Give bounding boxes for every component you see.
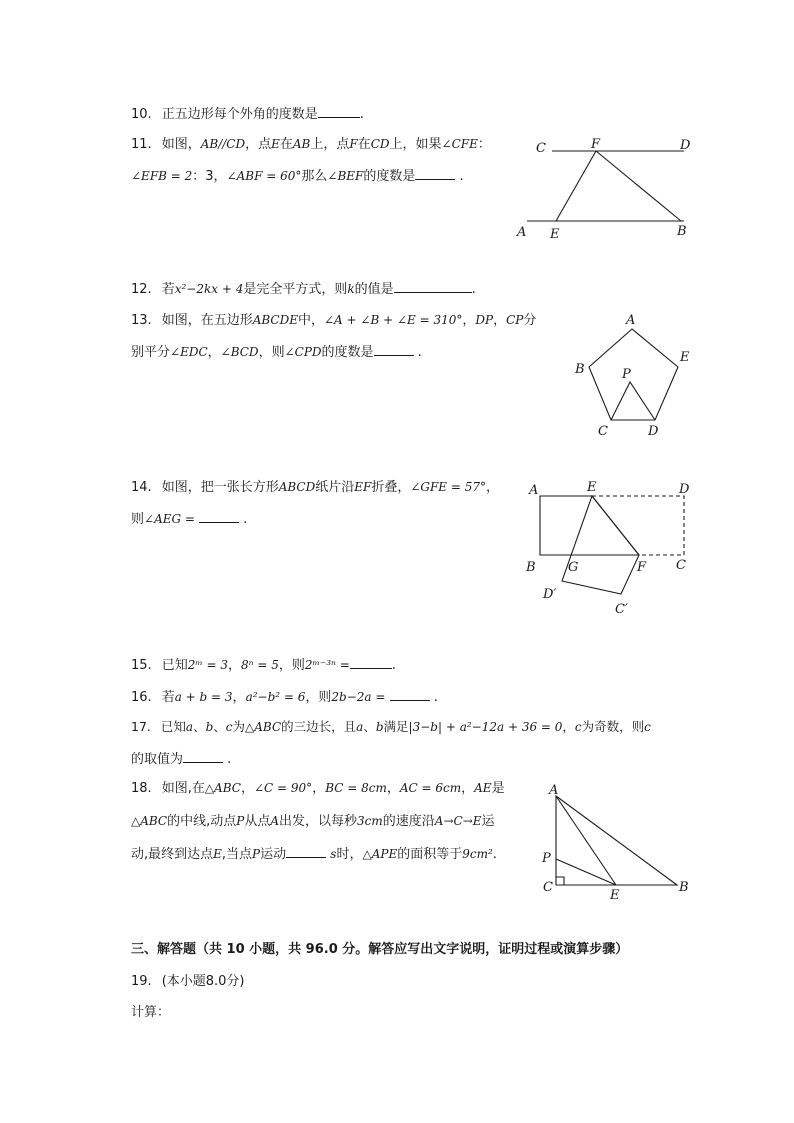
question-17-line-2: 的取值为 . [131,748,231,770]
label-A: A [626,313,636,328]
question-number: 19. [131,974,152,989]
question-14-line-1: 14. 如图，把一张长方形ABCD纸片沿EF折叠，∠GFE = 57°， [131,477,499,498]
question-19-calc: 计算： [131,1005,171,1020]
question-16: 16. 若a + b = 3，a²−b² = 6，则2b−2a = . [131,686,438,708]
question-number: 17. [131,719,151,734]
label-E: E [550,227,560,242]
question-13-line-1: 13. 如图，在五边形ABCDE中，∠A + ∠B + ∠E = 310°，DP，CP分 [131,310,536,331]
answer-blank[interactable] [374,341,414,356]
label-A: A [517,225,527,240]
question-number: 10. [131,107,152,122]
section-3-title: 三、解答题（共 10 小题，共 96.0 分。解答应写出文字说明，证明过程或演算步骤） [131,942,629,957]
question-points: (本小题8.0分) [161,974,245,989]
question-number: 16. [131,690,152,705]
question-number: 12. [131,282,152,297]
question-18-line-1: 18. 如图,在△ABC，∠C = 90°，BC = 8cm，AC = 6cm，AE是 [131,778,505,799]
label-G: G [568,560,579,575]
question-18-line-2: △ABC的中线,动点P从点A出发，以每秒3cm的速度沿A→C→E运 [131,814,495,829]
label-D: D [679,482,690,497]
label-B: B [526,560,536,575]
question-number: 18. [131,781,152,796]
answer-blank[interactable] [415,165,455,180]
question-number: 15. [131,658,152,673]
label-E: E [680,350,690,365]
label-C: C [536,141,546,156]
label-F: F [637,560,647,575]
label-E: E [587,480,597,495]
answer-blank[interactable] [183,748,223,763]
label-A: A [549,783,559,798]
label-C-prime: C′ [615,602,628,617]
question-number: 13. [131,313,152,328]
label-A: A [529,483,539,498]
question-number: 11. [131,137,152,152]
label-B: B [575,362,585,377]
label-B: B [679,880,689,895]
label-D: D [680,138,691,153]
question-19 [131,972,245,992]
question-13-line-2: 别平分∠EDC，∠BCD，则∠CPD的度数是 . [131,341,422,363]
question-number: 14. [131,480,152,495]
label-C: C [676,558,686,573]
answer-blank[interactable] [318,103,360,118]
label-D-prime: D′ [543,587,557,602]
question-18-line-3: 动,最终到达点E,当点P运动 s时，△APE的面积等于9cm². [131,843,497,865]
label-C: C [543,880,553,895]
label-P: P [622,367,631,382]
question-11-line-2: ∠EFB = 2：3，∠ABF = 60°那么∠BEF的度数是 . [131,165,464,187]
answer-blank[interactable] [199,508,239,523]
question-text: 正五边形每个外角的度数是 [161,107,318,122]
label-F: F [591,137,601,152]
label-B: B [677,224,687,239]
answer-blank[interactable] [390,686,430,701]
answer-blank[interactable] [286,843,326,858]
answer-blank[interactable] [394,278,472,293]
label-P: P [542,851,551,866]
question-15: 15. 已知2ᵐ = 3，8ⁿ = 5，则2ᵐ⁻³ⁿ = . [131,654,396,676]
answer-blank[interactable] [350,654,392,669]
label-C: C [598,424,608,439]
question-14-line-2: 则∠AEG = . [131,508,247,530]
question-17-line-1: 17. 已知a、b、c为△ABC的三边长，且a、b满足|3−b| + a²−12a + 36 = 0，c为奇数，则c [131,717,651,737]
question-11-line-1: 11. 如图，AB//CD，点E在AB上，点F在CD上，如果∠CFE： [131,134,491,155]
question-12: 12. 若x²−2kx + 4是完全平方式，则k的值是 . [131,278,476,300]
question-10: 10. 正五边形每个外角的度数是 . [131,103,364,125]
label-E: E [610,888,620,903]
label-D: D [648,424,659,439]
